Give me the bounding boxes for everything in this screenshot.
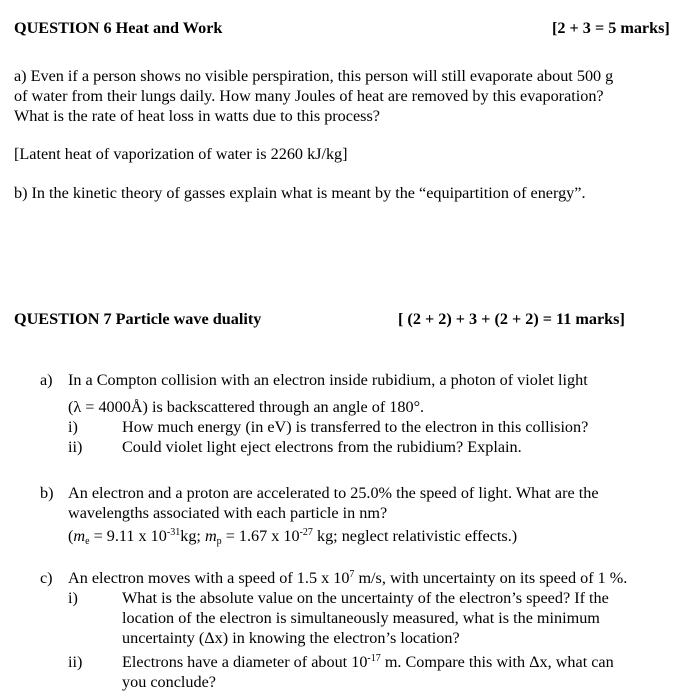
q7c-ii-line1-exponent: -17: [367, 653, 381, 664]
q7-title: QUESTION 7 Particle wave duality: [14, 310, 262, 328]
proton-mass-exponent: -27: [299, 527, 313, 538]
q6-latent-heat: [Latent heat of vaporization of water is 2260 kJ/kg]: [14, 145, 348, 163]
q7c-i-line2: location of the electron is simultaneously measured, what is the minimum: [122, 609, 600, 627]
proton-mass-symbol: m: [204, 527, 217, 545]
q7c-line1-exponent: 7: [349, 569, 355, 580]
q7c-ii-line2: you conclude?: [122, 673, 216, 691]
electron-mass-exponent: -31: [166, 527, 181, 538]
q7c-line1: [68, 568, 627, 588]
q7a-i-text: How much energy (in eV) is transferred to the electron in this collision?: [122, 418, 589, 436]
q6-title: QUESTION 6 Heat and Work: [14, 19, 223, 37]
q7c-line1-pre: An electron moves with a speed of 1.5 x 10: [68, 569, 350, 587]
electron-mass-unit: kg;: [180, 527, 205, 545]
q6a-line2: of water from their lungs daily. How many Joules of heat are removed by this evaporation?: [14, 87, 604, 105]
q7c-ii-line1-post: m. Compare this with Δx, what can: [380, 653, 614, 671]
electron-mass-subscript: e: [85, 536, 90, 547]
q7a-line1: In a Compton collision with an electron inside rubidium, a photon of violet light: [68, 371, 588, 389]
q7a-ii-text: Could violet light eject electrons from the rubidium? Explain.: [122, 438, 522, 456]
q7c-line1-post: m/s, with uncertainty on its speed of 1 %.: [354, 569, 628, 587]
q7b-label: b): [40, 484, 54, 502]
q7c-label: c): [40, 569, 53, 587]
q7-marks: [ (2 + 2) + 3 + (2 + 2) = 11 marks]: [398, 310, 625, 328]
q7c-i-line3: uncertainty (Δx) in knowing the electron’s location?: [122, 629, 460, 647]
q7b-line2: wavelengths associated with each particle in nm?: [68, 504, 388, 522]
q7c-i-label: i): [68, 589, 78, 607]
q7c-i-line1: What is the absolute value on the uncertainty of the electron’s speed? If the: [122, 589, 609, 607]
proton-mass-subscript: p: [216, 536, 222, 547]
q7b-masses: [68, 526, 517, 546]
q7a-ii-label: ii): [68, 438, 83, 456]
q7b-open-paren: (: [68, 527, 74, 545]
electron-mass-symbol: m: [73, 527, 86, 545]
q7b-line1: An electron and a proton are accelerated to 25.0% the speed of light. What are the: [68, 484, 599, 502]
q7c-ii-label: ii): [68, 653, 83, 671]
q6b-line1: b) In the kinetic theory of gasses explain what is meant by the “equipartition of energy”.: [14, 184, 586, 202]
q7c-ii-line1-pre: Electrons have a diameter of about 10: [122, 653, 368, 671]
q6-marks: [2 + 3 = 5 marks]: [552, 19, 670, 37]
q6a-line3: What is the rate of heat loss in watts due to this process?: [14, 107, 380, 125]
proton-mass-unit: kg; neglect relativistic effects.): [312, 527, 518, 545]
q7a-line2: (λ = 4000Å) is backscattered through an angle of 180°.: [68, 398, 425, 416]
q6a-line1: a) Even if a person shows no visible perspiration, this person will still evaporate about 500 g: [14, 67, 614, 85]
q7a-i-label: i): [68, 418, 78, 436]
q7a-label: a): [40, 371, 53, 389]
electron-mass-value: = 9.11 x 10: [89, 527, 167, 545]
q7c-ii-line1: [122, 652, 614, 672]
proton-mass-value: = 1.67 x 10: [221, 527, 300, 545]
